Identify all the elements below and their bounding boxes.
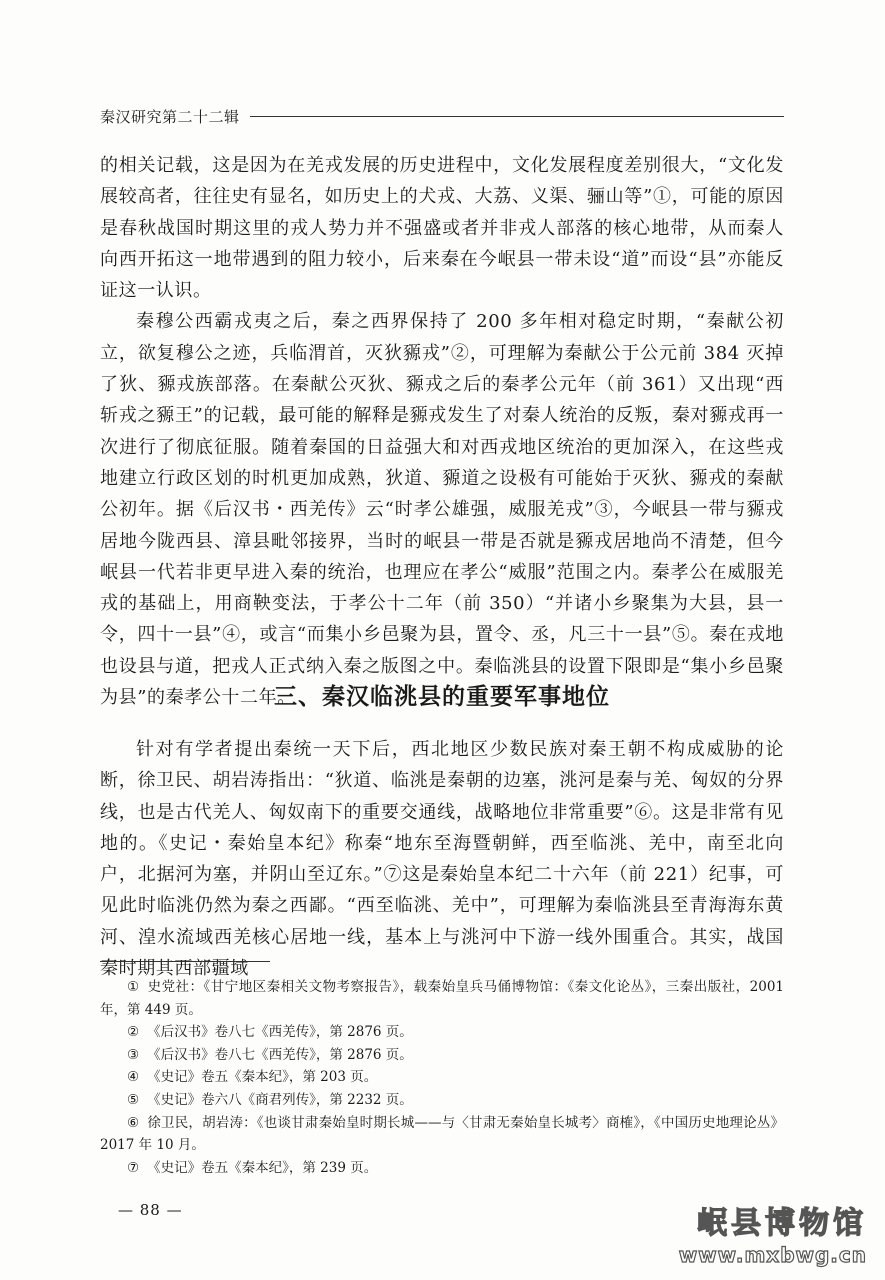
footnote-text: 《史记》卷六八《商君列传》，第 2232 页。 — [147, 1091, 413, 1108]
footnote-rule — [100, 961, 270, 962]
body-text-lower — [100, 734, 784, 984]
footnote-text: 徐卫民，胡岩涛：《也谈甘肃秦始皇时期长城——与〈甘肃无秦始皇长城考〉商榷》，《中国历史地理论丛》2017 年 10 月。 — [100, 1114, 785, 1154]
footnote-7 — [100, 1157, 784, 1180]
running-title: 秦汉研究第二十二辑 — [100, 107, 240, 126]
paragraph: 针对有学者提出秦统一天下后，西北地区少数民族对秦王朝不构成威胁的论断，徐卫民、胡岩涛指出：“狄道、临洮是秦朝的边塞，洮河是秦与羌、匈奴的分界线，也是古代羌人、匈奴南下的重要交通线，战略地位非常重要”⑥。这是非常有见地的。《史记・秦始皇本纪》称秦“地东至海暨朝鲜，西至临洮、羌中，南至北向户，北据河为塞，并阴山至辽东。”⑦这是秦始皇本纪二十六年（前 221）纪事，可见此时临洮仍然为秦之西鄙。“西至临洮、羌中”，可理解为秦临洮县至青海海东黄河、湟水流域西羌核心居地一线，基本上与洮河中下游一线外围重合。其实，战国秦时期其西部疆域 — [100, 739, 784, 980]
paragraph: 秦穆公西霸戎夷之后，秦之西界保持了 200 多年相对稳定时期，“秦献公初立，欲复穆公之迹，兵临渭首，灭狄豲戎”②，可理解为秦献公于公元前 384 灭掉了狄、豲戎族部落。在秦献公灭狄、豲戎之后的秦孝公元年（前 361）又出现“西斩戎之豲王”的记载，最可能的解释是豲戎发生了对秦人统治的反叛，秦对豲戎再一次进行了彻底征服。随着秦国的日益强大和对西戎地区统治的更加深入，在这些戎地建立行政区划的时机更加成熟，狄道、豲道之设极有可能始于灭狄、豲戎的秦献公初年。据《后汉书・西羌传》云“时孝公雄强，威服羌戎”③，今岷县一带与豲戎居地今陇西县、漳县毗邻接界，当时的岷县一带是否就是豲戎居地尚不清楚，但今岷县一代若非更早进入秦的统治，也理应在孝公“威服”范围之内。秦孝公在威服羌戎的基础上，用商鞅变法，于孝公十二年（前 350）“并诸小乡聚集为大县，县一令，四十一县”④，或言“而集小乡邑聚为县，置令、丞，凡三十一县”⑤。秦在戎地也设县与道，把戎人正式纳入秦之版图之中。秦临洮县的设置下限即是“集小乡邑聚为县”的秦孝公十二年。 — [100, 311, 784, 709]
footnote-marker: ① — [127, 979, 140, 995]
watermark — [672, 1206, 867, 1268]
footnote-marker: ② — [127, 1024, 140, 1041]
footnote-text: 史党社：《甘宁地区秦相关文物考察报告》，载秦始皇兵马俑博物馆：《秦文化论丛》，三秦出版社，2001 年，第 449 页。 — [100, 979, 785, 1018]
footnote-text: 《史记》卷五《秦本纪》，第 239 页。 — [147, 1159, 378, 1176]
paragraph-continued: 的相关记载，这是因为在羌戎发展的历史进程中，文化发展程度差别很大，“文化发展较高者，往往史有显名，如历史上的犬戎、大荔、义渠、骊山等”①，可能的原因是春秋战国时期这里的戎人势力并不强盛或者并非戎人部落的核心地带，从而秦人向西开拓这一地带遇到的阻力较小，后来秦在今岷县一带未设“道”而设“县”亦能反证这一认识。 — [100, 155, 784, 302]
page-number: — 88 — — [118, 1201, 183, 1219]
footnote-text: 《后汉书》卷八七《西羌传》，第 2876 页。 — [147, 1046, 413, 1063]
footnote-text: 《后汉书》卷八七《西羌传》，第 2876 页。 — [147, 1024, 413, 1041]
footnote-marker: ③ — [127, 1046, 140, 1063]
footnote-text: 《史记》卷五《秦本纪》，第 203 页。 — [147, 1069, 378, 1086]
footnote-marker: ⑤ — [127, 1091, 140, 1108]
footnote-4 — [100, 1066, 784, 1089]
body-text-upper — [100, 150, 784, 713]
footnote-marker: ⑥ — [127, 1114, 140, 1131]
running-header — [100, 106, 784, 126]
footnote-marker: ⑦ — [127, 1159, 140, 1176]
footnote-6 — [100, 1112, 784, 1157]
footnote-3 — [100, 1044, 784, 1067]
footnotes — [100, 976, 784, 1179]
watermark-url: www.mxbwg.cn — [678, 1243, 867, 1267]
section-heading: 三、秦汉临洮县的重要军事地位 — [274, 684, 610, 710]
footnote-2 — [100, 1021, 784, 1044]
footnote-marker: ④ — [127, 1069, 140, 1086]
footnote-1 — [100, 976, 784, 1021]
header-rule — [250, 116, 784, 117]
watermark-name: 岷县博物馆 — [697, 1206, 867, 1241]
footnote-5 — [100, 1089, 784, 1112]
